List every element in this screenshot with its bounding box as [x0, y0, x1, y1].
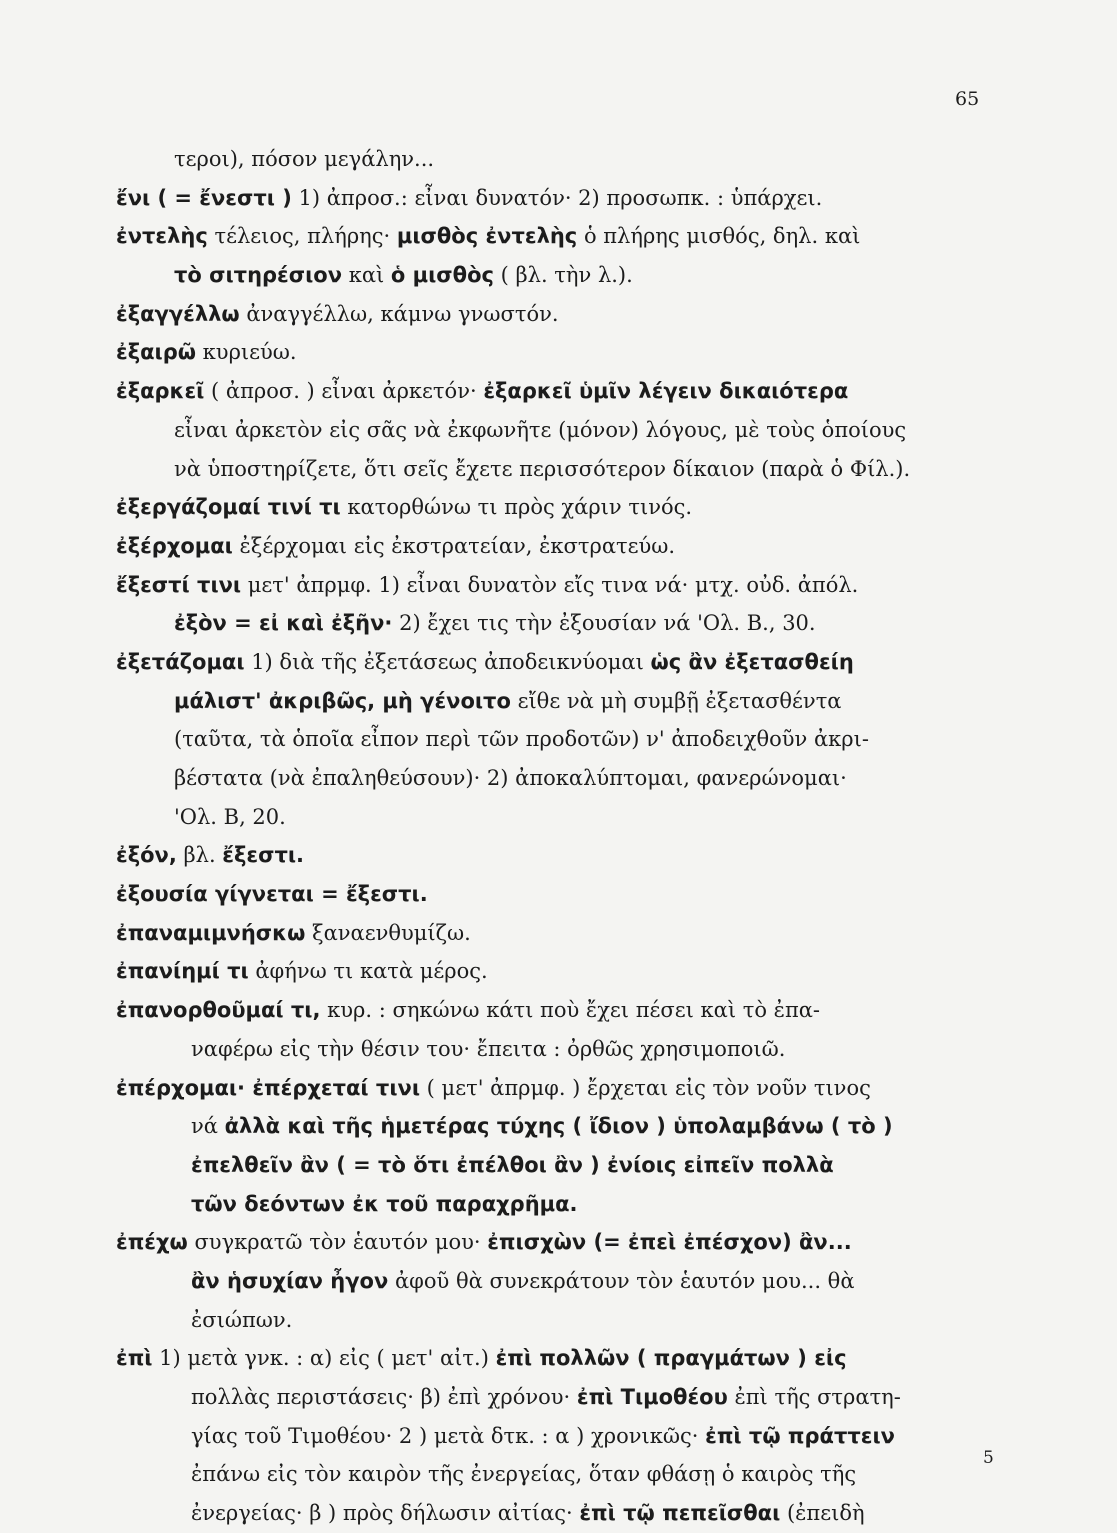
definition-text: ναφέρω εἰς τὴν θέσιν του· ἔπειτα : ὀρθῶς χρησιμοποιῶ.: [191, 1036, 786, 1061]
text-line: [116, 604, 1006, 643]
text-line: [116, 295, 1006, 334]
headword: ἐπὶ πολλῶν ( πραγμάτων ) εἰς: [495, 1346, 847, 1371]
definition-text: συγκρατῶ τὸν ἑαυτόν μου·: [187, 1230, 488, 1255]
definition-text: ἐπὶ τῆς στρατη-: [727, 1385, 901, 1409]
definition-text: ( ἀπροσ. ) εἶναι ἀρκετόν·: [204, 379, 484, 404]
definition-text: μετ' ἀπρμφ. 1) εἶναι δυνατὸν εἴς τινα νά· μτχ. οὐδ. ἀπόλ.: [241, 572, 859, 597]
definition-text: καὶ: [342, 263, 391, 288]
headword: ἀλλὰ καὶ τῆς ἡμετέρας τύχης ( ἴδιον ) ὑπολαμβάνω ( τὸ ): [224, 1114, 893, 1139]
definition-text: ἐπάνω εἰς τὸν καιρὸν τῆς ἐνεργείας, ὅταν φθάσῃ ὁ καιρὸς τῆς: [191, 1462, 857, 1487]
text-line: [116, 256, 1006, 295]
headword: ἐξὸν = εἰ καὶ ἐξῆν·: [174, 611, 393, 636]
headword: μισθὸς ἐντελὴς: [396, 224, 578, 249]
definition-text: 2) ἔχει τις τὴν ἐξουσίαν νά 'Ολ. Β., 30.: [392, 611, 816, 636]
text-line: [116, 952, 1006, 991]
text-line: [116, 875, 1006, 914]
headword: ἐξέρχομαι: [116, 533, 233, 558]
page-number: 65: [955, 88, 980, 110]
headword: ἐξαρκεῖ: [116, 379, 205, 404]
text-line: [116, 720, 1006, 759]
text-line: [116, 991, 1006, 1030]
definition-text: βλ.: [176, 843, 223, 868]
text-line: [116, 1301, 1006, 1340]
headword: ὡς ἂν ἐξετασθείη: [650, 649, 854, 674]
definition-text: (ταῦτα, τὰ ὁποῖα εἶπον περὶ τῶν προδοτῶν) ν' ἀποδειχθοῦν ἀκρι-: [174, 727, 869, 752]
definition-text: κυρ. : σηκώνω κάτι ποὺ ἔχει πέσει καὶ τὸ ἐπα-: [320, 998, 821, 1023]
definition-text: εἴθε νὰ μὴ συμβῇ ἐξετασθέντα: [510, 688, 842, 713]
headword: ἐπαναμιμνήσκω: [116, 920, 306, 945]
text-line: [116, 836, 1006, 875]
text-line: [116, 179, 1006, 218]
definition-text: νὰ ὑποστηρίζετε, ὅτι σεῖς ἔχετε περισσότερον δίκαιον (παρὰ ὁ Φίλ.).: [174, 456, 911, 481]
headword: ἐπανορθοῦμαί τι,: [116, 998, 321, 1023]
headword: ἐξόν,: [116, 843, 177, 868]
definition-text: 'Ολ. Β, 20.: [174, 804, 286, 829]
headword: ἐξαγγέλλω: [116, 301, 240, 326]
headword: ἐξεργάζομαί τινί τι: [116, 495, 341, 520]
definition-text: ἐξέρχομαι εἰς ἐκστρατείαν, ἐκστρατεύω.: [232, 533, 676, 558]
headword: ἐπανίημί τι: [116, 959, 249, 984]
text-line: [116, 1107, 1006, 1146]
text-line: [116, 1146, 1006, 1185]
definition-text: ὁ πλήρης μισθός, δηλ. καὶ: [577, 224, 861, 249]
definition-text: ἀναγγέλλω, κάμνω γνωστόν.: [239, 301, 559, 326]
definition-text: τεροι), πόσον μεγάλην...: [174, 147, 435, 171]
text-line: [116, 1339, 1006, 1378]
text-line: [116, 140, 1006, 179]
definition-text: πολλὰς περιστάσεις· β) ἐπὶ χρόνου·: [191, 1385, 577, 1409]
headword: ἐπὶ τῷ πεπεῖσθαι: [579, 1501, 781, 1526]
definition-text: ἐνεργείας· β ) πρὸς δήλωσιν αἰτίας·: [191, 1501, 580, 1526]
headword: ἐπελθεῖν ἂν ( = τὸ ὅτι ἐπέλθοι ἂν ) ἐνίοις εἰπεῖν πολλὰ: [191, 1152, 834, 1177]
headword: ἐξαρκεῖ ὑμῖν λέγειν δικαιότερα: [483, 379, 849, 404]
headword: ἐξετάζομαι: [116, 649, 245, 674]
text-line: [116, 1030, 1006, 1069]
text-line: [116, 527, 1006, 566]
text-line: [116, 566, 1006, 605]
printer-signature: 5: [983, 1448, 994, 1468]
definition-text: (ἐπειδὴ: [780, 1501, 865, 1526]
headword: ὁ μισθὸς: [390, 263, 494, 288]
headword: ἐπὶ: [116, 1346, 153, 1371]
headword: ἔξεστί τινι: [116, 572, 242, 597]
definition-text: γίας τοῦ Τιμοθέου· 2 ) μετὰ δτκ. : α ) χρονικῶς·: [191, 1423, 706, 1448]
text-line: [116, 914, 1006, 953]
headword: ἐξαιρῶ: [116, 340, 196, 365]
definition-text: κυριεύω.: [196, 340, 297, 365]
text-line: [116, 643, 1006, 682]
text-line: [116, 411, 1006, 450]
text-line: [116, 1262, 1006, 1301]
definition-text: ἀφήνω τι κατὰ μέρος.: [248, 959, 488, 984]
text-line: [116, 372, 1006, 411]
definition-text: 1) διὰ τῆς ἐξετάσεως ἀποδεικνύομαι: [244, 649, 651, 674]
definition-text: ἀφοῦ θὰ συνεκράτουν τὸν ἑαυτόν μου... θὰ: [388, 1268, 855, 1293]
headword: ἐξουσία γίγνεται = ἔξεστι.: [116, 882, 428, 907]
headword: μάλιστ' ἀκριβῶς, μὴ γένοιτο: [174, 688, 511, 713]
text-line: [116, 682, 1006, 721]
headword: ἐπὶ τῷ πράττειν: [705, 1423, 895, 1448]
text-line: [116, 1223, 1006, 1262]
definition-text: ἐσιώπων.: [191, 1307, 293, 1332]
definition-text: κατορθώνω τι πρὸς χάριν τινός.: [340, 495, 693, 520]
text-line: [116, 1455, 1006, 1494]
definition-text: 1) ἀπροσ.: εἶναι δυνατόν· 2) προσωπκ. : ὑπάρχει.: [291, 185, 823, 210]
text-line: [116, 1417, 1006, 1456]
text-line: [116, 333, 1006, 372]
text-line: [116, 1069, 1006, 1108]
definition-text: εἶναι ἀρκετὸν εἰς σᾶς νὰ ἐκφωνῆτε (μόνον) λόγους, μὲ τοὺς ὁποίους: [174, 417, 907, 442]
text-line: [116, 450, 1006, 489]
text-line: [116, 1378, 1006, 1417]
headword: τὸ σιτηρέσιον: [174, 263, 343, 288]
text-line: [116, 798, 1006, 837]
glossary-text: [116, 140, 1006, 1533]
definition-text: ( βλ. τὴν λ.).: [493, 263, 633, 288]
definition-text: νά: [191, 1114, 225, 1139]
definition-text: ( μετ' ἀπρμφ. ) ἔρχεται εἰς τὸν νοῦν τινος: [420, 1075, 871, 1100]
headword: ἂν ἡσυχίαν ἦγον: [191, 1268, 389, 1293]
headword: ἔνι ( = ἔνεστι ): [116, 185, 292, 210]
definition-text: βέστατα (νὰ ἐπαληθεύσουν)· 2) ἀποκαλύπτομαι, φανερώνομαι·: [174, 766, 847, 790]
headword: ἐπισχὼν (= ἐπεὶ ἐπέσχον) ἂν...: [487, 1230, 852, 1255]
definition-text: ξαναενθυμίζω.: [305, 920, 471, 945]
definition-text: τέλειος, πλήρης·: [207, 224, 397, 249]
headword: ἐπέρχομαι· ἐπέρχεταί τινι: [116, 1075, 420, 1100]
text-line: [116, 1185, 1006, 1224]
text-line: [116, 217, 1006, 256]
definition-text: 1) μετὰ γνκ. : α) εἰς ( μετ' αἰτ.): [152, 1346, 496, 1371]
headword: ἔξεστι.: [222, 843, 304, 868]
headword: τῶν δεόντων ἐκ τοῦ παραχρῆμα.: [191, 1191, 578, 1216]
headword: ἐντελὴς: [116, 224, 208, 249]
text-line: [116, 488, 1006, 527]
text-line: [116, 759, 1006, 798]
headword: ἐπέχω: [116, 1230, 188, 1255]
headword: ἐπὶ Τιμοθέου: [576, 1385, 728, 1409]
